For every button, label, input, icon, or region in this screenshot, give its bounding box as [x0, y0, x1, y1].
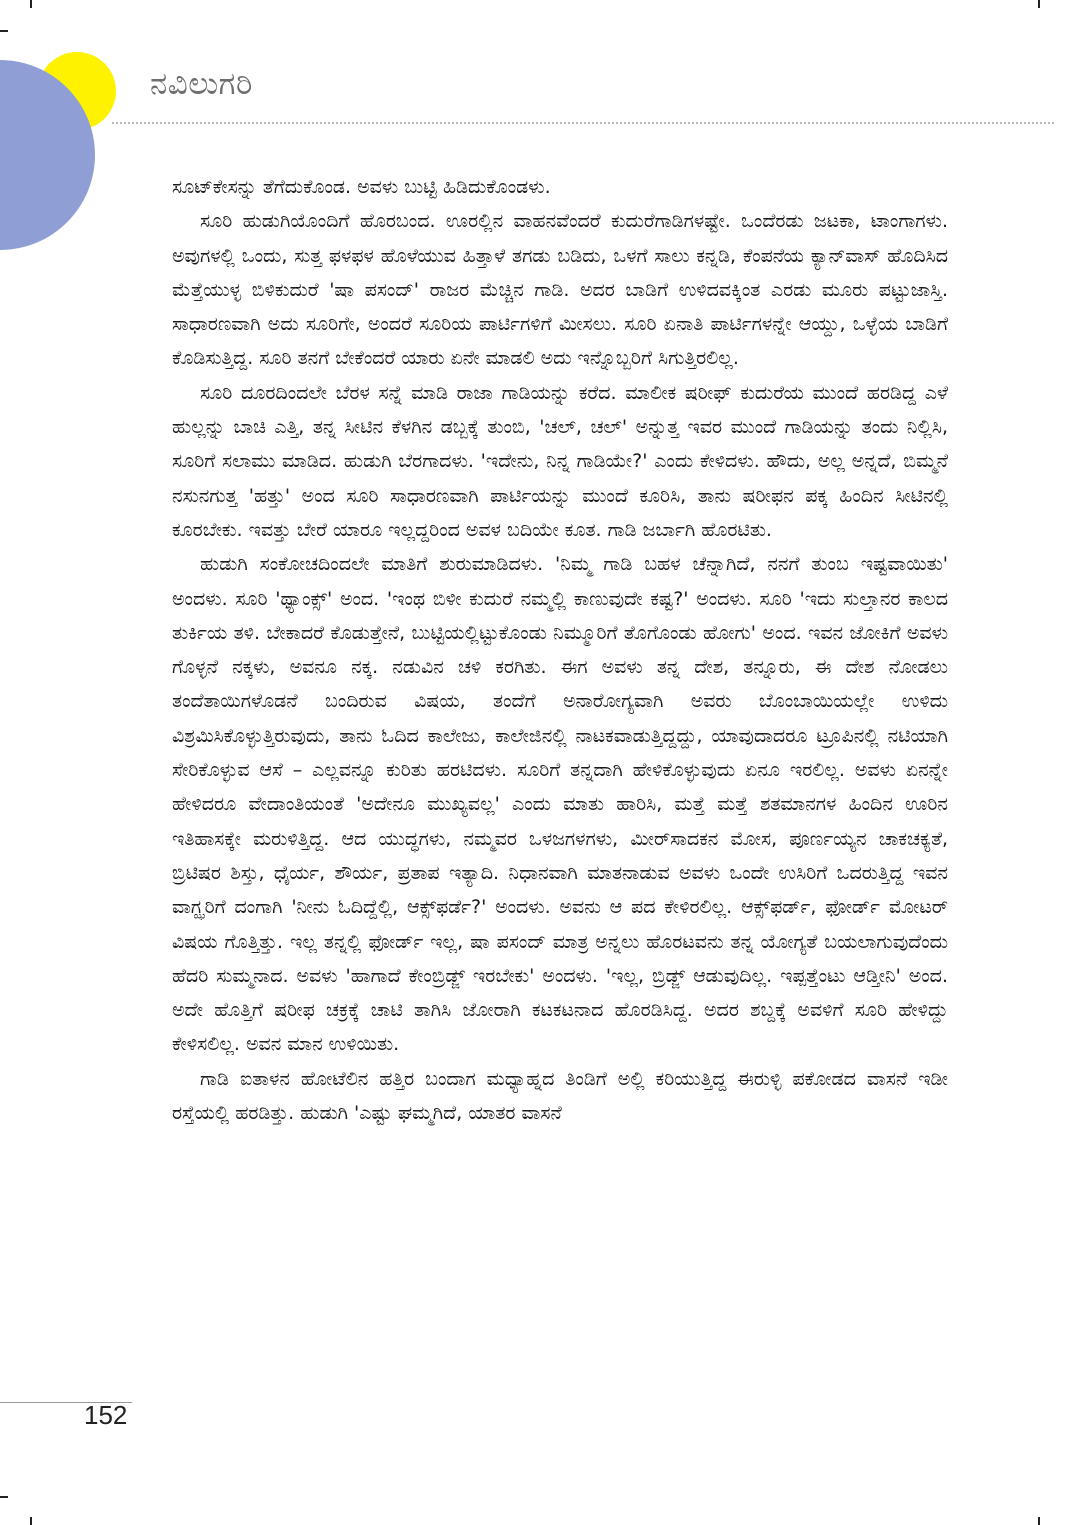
- crop-mark-bottom-left: [30, 1517, 32, 1525]
- paragraph: ಗಾಡಿ ಐತಾಳನ ಹೋಟೆಲಿನ ಹತ್ತಿರ ಬಂದಾಗ ಮಧ್ಯಾಹ್ನದ ತಿಂಡಿಗೆ ಅಲ್ಲಿ ಕರಿಯುತ್ತಿದ್ದ ಈರುಳ್ಳಿ ಪಕೋಡದ ವಾಸನೆ ಇಡೀ ರಸ್ತೆಯಲ್ಲಿ ಹರಡಿತ್ತು. ಹುಡುಗಿ 'ಎಷ್ಟು ಘಮ್ಮಗಿದೆ, ಯಾತರ ವಾಸನೆ: [172, 1067, 948, 1125]
- crop-mark-left-lower: [0, 1496, 8, 1498]
- page-number: 152: [84, 1400, 128, 1430]
- paragraph: ಹುಡುಗಿ ಸಂಕೋಚದಿಂದಲೇ ಮಾತಿಗೆ ಶುರುಮಾಡಿದಳು. 'ನಿಮ್ಮ ಗಾಡಿ ಬಹಳ ಚೆನ್ನಾಗಿದೆ, ನನಗೆ ತುಂಬ ಇಷ್ಟವಾಯಿತು' ಅಂದಳು. ಸೂರಿ 'ಥ್ಯಾಂಕ್ಸ್' ಅಂದ. 'ಇಂಥ ಬಿಳೀ ಕುದುರೆ ನಮ್ಮಲ್ಲಿ ಕಾಣುವುದೇ ಕಷ್ಟ?' ಅಂದಳು. ಸೂರಿ 'ಇದು ಸುಲ್ತಾನರ ಕಾಲದ ತುರ್ಕಿಯ ತಳಿ. ಬೇಕಾದರೆ ಕೊಡುತ್ತೇನೆ, ಬುಟ್ಟಿಯಲ್ಲಿಟ್ಟುಕೊಂಡು ನಿಮ್ಮೂರಿಗೆ ತೊಗೊಂಡು ಹೋಗು' ಅಂದ. ಇವನ ಜೋಕಿಗೆ ಅವಳು ಗೊಳ್ಳನೆ ನಕ್ಕಳು, ಅವನೂ ನಕ್ಕ. ನಡುವಿನ ಚಳಿ ಕರಗಿತು. ಈಗ ಅವಳು ತನ್ನ ದೇಶ, ತನ್ನೂರು, ಈ ದೇಶ ನೋಡಲು ತಂದೆತಾಯಿಗಳೊಡನೆ ಬಂದಿರುವ ವಿಷಯ, ತಂದೆಗೆ ಅನಾರೋಗ್ಯವಾಗಿ ಅವರು ಬೊಂಬಾಯಿಯಲ್ಲೇ ಉಳಿದು ವಿಶ್ರಮಿಸಿಕೊಳ್ಳುತ್ತಿರುವುದು, ತಾನು ಓದಿದ ಕಾಲೇಜು, ಕಾಲೇಜಿನಲ್ಲಿ ನಾಟಕವಾಡುತ್ತಿದ್ದದ್ದು, ಯಾವುದಾದರೂ ಟ್ರೂಪಿನಲ್ಲಿ ನಟಿಯಾಗಿ ಸೇರಿಕೊಳ್ಳುವ ಆಸೆ – ಎಲ್ಲವನ್ನೂ ಕುರಿತು ಹರಟಿದಳು. ಸೂರಿಗೆ ತನ್ನದಾಗಿ ಹೇಳಿಕೊಳ್ಳುವುದು ಏನೂ ಇರಲಿಲ್ಲ. ಅವಳು ಏನನ್ನೇ ಹೇಳಿದರೂ ವೇದಾಂತಿಯಂತೆ 'ಅದೇನೂ ಮುಖ್ಯವಲ್ಲ' ಎಂದು ಮಾತು ಹಾರಿಸಿ, ಮತ್ತೆ ಮತ್ತೆ ಶತಮಾನಗಳ ಹಿಂದಿನ ಊರಿನ ಇತಿಹಾಸಕ್ಕೇ ಮರುಳಿತ್ತಿದ್ದ. ಆದ ಯುದ್ಧಗಳು, ನಮ್ಮವರ ಒಳಜಗಳಗಳು, ಮೀರ್‌ಸಾದಕನ ಮೋಸ, ಪೂರ್ಣಯ್ಯನ ಚಾಕಚಕ್ಯತೆ, ಬ್ರಿಟಿಷರ ಶಿಸ್ತು, ಧೈರ್ಯ, ಶೌರ್ಯ, ಪ್ರತಾಪ ಇತ್ಯಾದಿ. ನಿಧಾನವಾಗಿ ಮಾತನಾಡುವ ಅವಳು ಒಂದೇ ಉಸಿರಿಗೆ ಒದರುತ್ತಿದ್ದ ಇವನ ವಾಗ್ಝರಿಗೆ ದಂಗಾಗಿ 'ನೀನು ಓದಿದ್ದೆಲ್ಲಿ, ಆಕ್ಸ್‌ಫರ್ಡೆ?' ಅಂದಳು. ಅವನು ಆ ಪದ ಕೇಳಿರಲಿಲ್ಲ. ಆಕ್ಸ್‌ಫರ್ಡ್, ಫೋರ್ಡ್ ಮೋಟರ್ ವಿಷಯ ಗೊತ್ತಿತ್ತು. ಇಲ್ಲ ತನ್ನಲ್ಲಿ ಫೋರ್ಡ್ ಇಲ್ಲ, ಷಾ ಪಸಂದ್ ಮಾತ್ರ ಅನ್ನಲು ಹೊರಟವನು ತನ್ನ ಯೋಗ್ಯತೆ ಬಯಲಾಗುವುದೆಂದು ಹೆದರಿ ಸುಮ್ಮನಾದ. ಅವಳು 'ಹಾಗಾದೆ ಕೇಂಬ್ರಿಡ್ಜ್ ಇರಬೇಕು' ಅಂದಳು. 'ಇಲ್ಲ, ಬ್ರಿಡ್ಜ್ ಆಡುವುದಿಲ್ಲ. ಇಪ್ಪತ್ತೆಂಟು ಆಡ್ತೀನಿ' ಅಂದ. ಅದೇ ಹೊತ್ತಿಗೆ ಷರೀಫ ಚಕ್ರಕ್ಕೆ ಚಾಟಿ ತಾಗಿಸಿ ಜೋರಾಗಿ ಕಟಕಟನಾದ ಹೊರಡಿಸಿದ್ದ. ಅದರ ಶಬ್ದಕ್ಕೆ ಅವಳಿಗೆ ಸೂರಿ ಹೇಳಿದ್ದು ಕೇಳಿಸಲಿಲ್ಲ. ಅವನ ಮಾನ ಉಳಿಯಿತು.: [172, 553, 948, 1056]
- paragraph: ಸೂಟ್‌ಕೇಸನ್ನು ತೆಗೆದುಕೊಂಡ. ಅವಳು ಬುಟ್ಟಿ ಹಿಡಿದುಕೊಂಡಳು.: [172, 176, 551, 198]
- crop-mark-top-right: [1038, 0, 1040, 8]
- paragraph: ಸೂರಿ ಹುಡುಗಿಯೊಂದಿಗೆ ಹೊರಬಂದ. ಊರಲ್ಲಿನ ವಾಹನವೆಂದರೆ ಕುದುರೆಗಾಡಿಗಳಷ್ಟೇ. ಒಂದೆರಡು ಜಟಕಾ, ಟಾಂಗಾಗಳು. ಅವುಗಳಲ್ಲಿ ಒಂದು, ಸುತ್ತ ಫಳಫಳ ಹೊಳೆಯುವ ಹಿತ್ತಾಳೆ ತಗಡು ಬಡಿದು, ಒಳಗೆ ಸಾಲು ಕನ್ನಡಿ, ಕೆಂಪನೆಯ ಕ್ಯಾನ್‌ವಾಸ್ ಹೊದಿಸಿದ ಮೆತ್ತೆಯುಳ್ಳ ಬಿಳಿಕುದುರೆ 'ಷಾ ಪಸಂದ್' ರಾಜರ ಮೆಚ್ಚಿನ ಗಾಡಿ. ಅದರ ಬಾಡಿಗೆ ಉಳಿದವಕ್ಕಿಂತ ಎರಡು ಮೂರು ಪಟ್ಟುಜಾಸ್ತಿ. ಸಾಧಾರಣವಾಗಿ ಅದು ಸೂರಿಗೇ, ಅಂದರೆ ಸೂರಿಯ ಪಾರ್ಟಿಗಳಿಗೆ ಮೀಸಲು. ಸೂರಿ ಏನಾತಿ ಪಾರ್ಟಿಗಳನ್ನೇ ಆಯ್ದು, ಒಳ್ಳೆಯ ಬಾಡಿಗೆ ಕೊಡಿಸುತ್ತಿದ್ದ. ಸೂರಿ ತನಗೆ ಬೇಕೆಂದರೆ ಯಾರು ಏನೇ ಮಾಡಲಿ ಅದು ಇನ್ನೊಬ್ಬರಿಗೆ ಸಿಗುತ್ತಿರಲಿಲ್ಲ.: [172, 210, 948, 370]
- crop-mark-top-left: [30, 0, 32, 8]
- header-dotted-rule: [112, 122, 1054, 124]
- running-header-title: ನವಿಲುಗರಿ: [150, 66, 253, 102]
- crop-mark-bottom-right: [1038, 1517, 1040, 1525]
- paragraph: ಸೂರಿ ದೂರದಿಂದಲೇ ಬೆರಳ ಸನ್ನೆ ಮಾಡಿ ರಾಜಾ ಗಾಡಿಯನ್ನು ಕರೆದ. ಮಾಲೀಕ ಷರೀಫ್ ಕುದುರೆಯ ಮುಂದೆ ಹರಡಿದ್ದ ಎಳೆ ಹುಲ್ಲನ್ನು ಬಾಚಿ ಎತ್ತಿ, ತನ್ನ ಸೀಟಿನ ಕೆಳಗಿನ ಡಬ್ಬಕ್ಕೆ ತುಂಬಿ, 'ಚಲ್, ಚಲ್' ಅನ್ನುತ್ತ ಇವರ ಮುಂದೆ ಗಾಡಿಯನ್ನು ತಂದು ನಿಲ್ಲಿಸಿ, ಸೂರಿಗೆ ಸಲಾಮು ಮಾಡಿದ. ಹುಡುಗಿ ಬೆರಗಾದಳು. 'ಇದೇನು, ನಿನ್ನ ಗಾಡಿಯೇ?' ಎಂದು ಕೇಳಿದಳು. ಹೌದು, ಅಲ್ಲ ಅನ್ನದೆ, ಬಿಮ್ಮನೆ ನಸುನಗುತ್ತ 'ಹತ್ತು' ಅಂದ ಸೂರಿ ಸಾಧಾರಣವಾಗಿ ಪಾರ್ಟಿಯನ್ನು ಮುಂದೆ ಕೂರಿಸಿ, ತಾನು ಷರೀಫನ ಪಕ್ಕ ಹಿಂದಿನ ಸೀಟಿನಲ್ಲಿ ಕೂರಬೇಕು. ಇವತ್ತು ಬೇರೆ ಯಾರೂ ಇಲ್ಲದ್ದರಿಂದ ಅವಳ ಬದಿಯೇ ಕೂತ. ಗಾಡಿ ಜರ್ಬಾಗಿ ಹೊರಟಿತು.: [172, 381, 948, 541]
- body-text: [172, 170, 948, 1130]
- crop-mark-left-upper: [0, 30, 8, 32]
